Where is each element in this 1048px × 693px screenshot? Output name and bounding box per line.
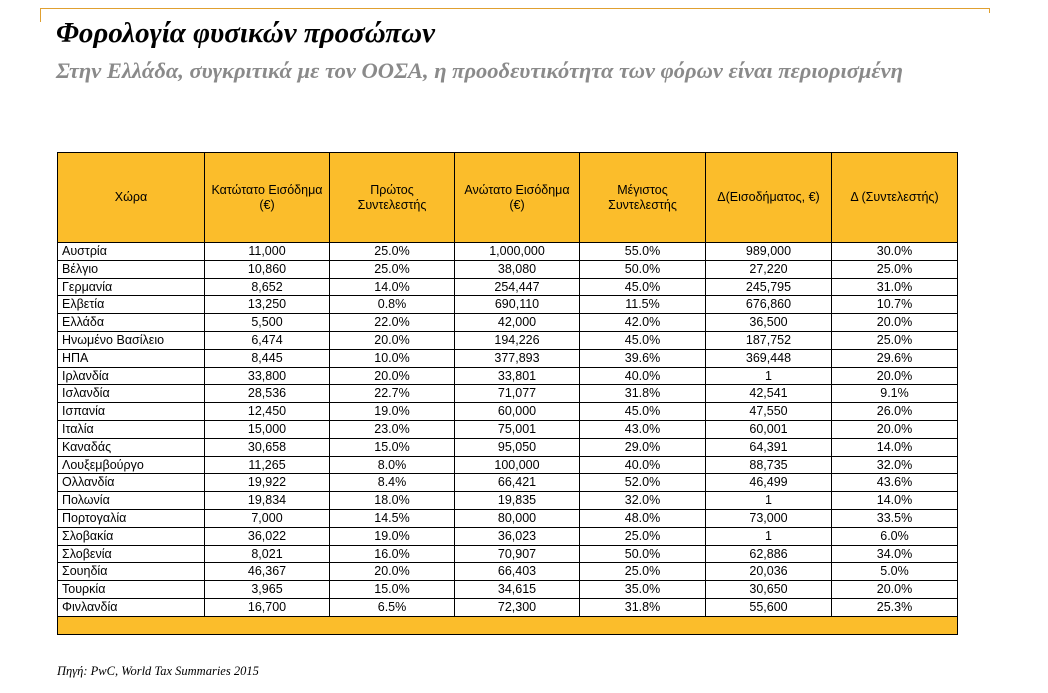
cell-max-income: 690,110 bbox=[455, 296, 580, 314]
cell-max-rate: 29.0% bbox=[580, 438, 706, 456]
cell-max-income: 1,000,000 bbox=[455, 243, 580, 261]
cell-min-income: 19,834 bbox=[205, 492, 330, 510]
cell-first-rate: 25.0% bbox=[330, 260, 455, 278]
table-row bbox=[58, 385, 958, 403]
table-row bbox=[58, 456, 958, 474]
cell-income-delta: 60,001 bbox=[706, 420, 832, 438]
cell-rate-delta: 30.0% bbox=[832, 243, 958, 261]
table-row bbox=[58, 278, 958, 296]
cell-min-income: 11,000 bbox=[205, 243, 330, 261]
cell-max-rate: 42.0% bbox=[580, 314, 706, 332]
cell-country: Ισλανδία bbox=[58, 385, 205, 403]
table-row bbox=[58, 296, 958, 314]
cell-country: ΗΠΑ bbox=[58, 349, 205, 367]
cell-income-delta: 88,735 bbox=[706, 456, 832, 474]
cell-income-delta: 1 bbox=[706, 492, 832, 510]
cell-rate-delta: 10.7% bbox=[832, 296, 958, 314]
cell-min-income: 36,022 bbox=[205, 527, 330, 545]
cell-max-income: 19,835 bbox=[455, 492, 580, 510]
cell-max-rate: 25.0% bbox=[580, 527, 706, 545]
cell-first-rate: 15.0% bbox=[330, 581, 455, 599]
table-row bbox=[58, 527, 958, 545]
cell-first-rate: 16.0% bbox=[330, 545, 455, 563]
cell-rate-delta: 9.1% bbox=[832, 385, 958, 403]
cell-rate-delta: 25.3% bbox=[832, 598, 958, 616]
cell-country: Ελλάδα bbox=[58, 314, 205, 332]
cell-rate-delta: 20.0% bbox=[832, 314, 958, 332]
cell-max-rate: 45.0% bbox=[580, 278, 706, 296]
cell-min-income: 10,860 bbox=[205, 260, 330, 278]
cell-rate-delta: 43.6% bbox=[832, 474, 958, 492]
cell-first-rate: 22.0% bbox=[330, 314, 455, 332]
page-frame-left-line bbox=[40, 8, 41, 22]
cell-income-delta: 73,000 bbox=[706, 509, 832, 527]
cell-max-rate: 50.0% bbox=[580, 545, 706, 563]
cell-country: Ιρλανδία bbox=[58, 367, 205, 385]
header-max-income: Ανώτατο Εισόδημα (€) bbox=[455, 153, 580, 243]
cell-country: Σλοβενία bbox=[58, 545, 205, 563]
cell-income-delta: 42,541 bbox=[706, 385, 832, 403]
cell-rate-delta: 25.0% bbox=[832, 260, 958, 278]
table-row bbox=[58, 563, 958, 581]
table-row bbox=[58, 509, 958, 527]
cell-income-delta: 676,860 bbox=[706, 296, 832, 314]
cell-rate-delta: 6.0% bbox=[832, 527, 958, 545]
cell-max-income: 34,615 bbox=[455, 581, 580, 599]
cell-min-income: 3,965 bbox=[205, 581, 330, 599]
cell-country: Τουρκία bbox=[58, 581, 205, 599]
cell-country: Ιταλία bbox=[58, 420, 205, 438]
table-row bbox=[58, 331, 958, 349]
cell-first-rate: 0.8% bbox=[330, 296, 455, 314]
table-row bbox=[58, 243, 958, 261]
cell-rate-delta: 34.0% bbox=[832, 545, 958, 563]
cell-income-delta: 1 bbox=[706, 367, 832, 385]
cell-min-income: 46,367 bbox=[205, 563, 330, 581]
tax-comparison-table bbox=[57, 152, 958, 635]
page-frame-right-line bbox=[989, 8, 990, 13]
cell-max-rate: 11.5% bbox=[580, 296, 706, 314]
cell-income-delta: 55,600 bbox=[706, 598, 832, 616]
cell-income-delta: 36,500 bbox=[706, 314, 832, 332]
cell-max-rate: 50.0% bbox=[580, 260, 706, 278]
page-title: Φορολογία φυσικών προσώπων bbox=[56, 17, 435, 49]
header-income-delta: Δ(Εισοδήματος, €) bbox=[706, 153, 832, 243]
cell-country: Σλοβακία bbox=[58, 527, 205, 545]
cell-income-delta: 369,448 bbox=[706, 349, 832, 367]
cell-min-income: 8,445 bbox=[205, 349, 330, 367]
table-header-row bbox=[58, 153, 958, 243]
cell-max-rate: 35.0% bbox=[580, 581, 706, 599]
cell-rate-delta: 31.0% bbox=[832, 278, 958, 296]
cell-country: Φινλανδία bbox=[58, 598, 205, 616]
cell-max-rate: 52.0% bbox=[580, 474, 706, 492]
cell-country: Ηνωμένο Βασίλειο bbox=[58, 331, 205, 349]
cell-first-rate: 19.0% bbox=[330, 403, 455, 421]
cell-country: Ολλανδία bbox=[58, 474, 205, 492]
cell-max-rate: 43.0% bbox=[580, 420, 706, 438]
cell-min-income: 5,500 bbox=[205, 314, 330, 332]
table-row bbox=[58, 349, 958, 367]
table-footer-row bbox=[58, 616, 958, 634]
cell-min-income: 33,800 bbox=[205, 367, 330, 385]
cell-max-income: 38,080 bbox=[455, 260, 580, 278]
cell-min-income: 8,652 bbox=[205, 278, 330, 296]
cell-min-income: 6,474 bbox=[205, 331, 330, 349]
cell-max-rate: 55.0% bbox=[580, 243, 706, 261]
cell-rate-delta: 29.6% bbox=[832, 349, 958, 367]
cell-first-rate: 20.0% bbox=[330, 367, 455, 385]
cell-country: Καναδάς bbox=[58, 438, 205, 456]
cell-first-rate: 15.0% bbox=[330, 438, 455, 456]
cell-first-rate: 14.0% bbox=[330, 278, 455, 296]
cell-income-delta: 47,550 bbox=[706, 403, 832, 421]
header-first-rate: Πρώτος Συντελεστής bbox=[330, 153, 455, 243]
cell-country: Λουξεμβούργο bbox=[58, 456, 205, 474]
cell-income-delta: 27,220 bbox=[706, 260, 832, 278]
cell-rate-delta: 33.5% bbox=[832, 509, 958, 527]
cell-max-income: 42,000 bbox=[455, 314, 580, 332]
cell-income-delta: 20,036 bbox=[706, 563, 832, 581]
source-note: Πηγή: PwC, World Tax Summaries 2015 bbox=[57, 664, 259, 678]
cell-max-income: 194,226 bbox=[455, 331, 580, 349]
cell-first-rate: 8.0% bbox=[330, 456, 455, 474]
cell-first-rate: 8.4% bbox=[330, 474, 455, 492]
header-max-rate: Μέγιστος Συντελεστής bbox=[580, 153, 706, 243]
table-body bbox=[58, 243, 958, 617]
cell-first-rate: 14.5% bbox=[330, 509, 455, 527]
cell-income-delta: 1 bbox=[706, 527, 832, 545]
cell-max-rate: 39.6% bbox=[580, 349, 706, 367]
header-rate-delta: Δ (Συντελεστής) bbox=[832, 153, 958, 243]
cell-country: Ισπανία bbox=[58, 403, 205, 421]
cell-income-delta: 46,499 bbox=[706, 474, 832, 492]
cell-first-rate: 20.0% bbox=[330, 331, 455, 349]
table-row bbox=[58, 581, 958, 599]
cell-max-rate: 32.0% bbox=[580, 492, 706, 510]
cell-rate-delta: 20.0% bbox=[832, 581, 958, 599]
cell-max-rate: 31.8% bbox=[580, 598, 706, 616]
cell-country: Ελβετία bbox=[58, 296, 205, 314]
cell-country: Γερμανία bbox=[58, 278, 205, 296]
table-row bbox=[58, 545, 958, 563]
cell-first-rate: 18.0% bbox=[330, 492, 455, 510]
table-row bbox=[58, 260, 958, 278]
table-row bbox=[58, 438, 958, 456]
cell-max-income: 80,000 bbox=[455, 509, 580, 527]
cell-max-rate: 40.0% bbox=[580, 456, 706, 474]
table-footer bbox=[58, 616, 958, 634]
cell-first-rate: 20.0% bbox=[330, 563, 455, 581]
cell-min-income: 19,922 bbox=[205, 474, 330, 492]
cell-min-income: 8,021 bbox=[205, 545, 330, 563]
table-row bbox=[58, 474, 958, 492]
page-frame-top-line bbox=[40, 8, 990, 9]
cell-country: Αυστρία bbox=[58, 243, 205, 261]
cell-max-rate: 40.0% bbox=[580, 367, 706, 385]
cell-first-rate: 22.7% bbox=[330, 385, 455, 403]
header-min-income: Κατώτατο Εισόδημα (€) bbox=[205, 153, 330, 243]
cell-rate-delta: 20.0% bbox=[832, 367, 958, 385]
table-header bbox=[58, 153, 958, 243]
cell-rate-delta: 14.0% bbox=[832, 492, 958, 510]
cell-min-income: 30,658 bbox=[205, 438, 330, 456]
cell-rate-delta: 25.0% bbox=[832, 331, 958, 349]
cell-max-income: 377,893 bbox=[455, 349, 580, 367]
cell-income-delta: 30,650 bbox=[706, 581, 832, 599]
page-subtitle: Στην Ελλάδα, συγκριτικά με τον ΟΟΣΑ, η προοδευτικότητα των φόρων είναι περιορισμένη bbox=[56, 58, 903, 83]
cell-country: Πορτογαλία bbox=[58, 509, 205, 527]
cell-max-rate: 48.0% bbox=[580, 509, 706, 527]
cell-income-delta: 989,000 bbox=[706, 243, 832, 261]
cell-first-rate: 19.0% bbox=[330, 527, 455, 545]
table-row bbox=[58, 403, 958, 421]
cell-first-rate: 23.0% bbox=[330, 420, 455, 438]
cell-max-income: 66,403 bbox=[455, 563, 580, 581]
cell-country: Πολωνία bbox=[58, 492, 205, 510]
cell-rate-delta: 14.0% bbox=[832, 438, 958, 456]
header-country: Χώρα bbox=[58, 153, 205, 243]
cell-max-income: 72,300 bbox=[455, 598, 580, 616]
cell-max-income: 100,000 bbox=[455, 456, 580, 474]
table-row bbox=[58, 367, 958, 385]
cell-income-delta: 62,886 bbox=[706, 545, 832, 563]
cell-income-delta: 187,752 bbox=[706, 331, 832, 349]
cell-max-income: 75,001 bbox=[455, 420, 580, 438]
cell-max-rate: 45.0% bbox=[580, 403, 706, 421]
cell-min-income: 12,450 bbox=[205, 403, 330, 421]
cell-min-income: 7,000 bbox=[205, 509, 330, 527]
cell-rate-delta: 20.0% bbox=[832, 420, 958, 438]
cell-min-income: 16,700 bbox=[205, 598, 330, 616]
cell-min-income: 13,250 bbox=[205, 296, 330, 314]
cell-max-income: 71,077 bbox=[455, 385, 580, 403]
cell-first-rate: 10.0% bbox=[330, 349, 455, 367]
cell-country: Βέλγιο bbox=[58, 260, 205, 278]
cell-max-income: 33,801 bbox=[455, 367, 580, 385]
cell-max-rate: 45.0% bbox=[580, 331, 706, 349]
table-row bbox=[58, 598, 958, 616]
table-footer-band bbox=[58, 616, 958, 634]
cell-max-income: 60,000 bbox=[455, 403, 580, 421]
cell-max-income: 70,907 bbox=[455, 545, 580, 563]
table-row bbox=[58, 314, 958, 332]
cell-income-delta: 245,795 bbox=[706, 278, 832, 296]
table-row bbox=[58, 420, 958, 438]
cell-country: Σουηδία bbox=[58, 563, 205, 581]
cell-max-rate: 25.0% bbox=[580, 563, 706, 581]
cell-min-income: 15,000 bbox=[205, 420, 330, 438]
cell-rate-delta: 32.0% bbox=[832, 456, 958, 474]
cell-max-rate: 31.8% bbox=[580, 385, 706, 403]
cell-max-income: 254,447 bbox=[455, 278, 580, 296]
cell-max-income: 66,421 bbox=[455, 474, 580, 492]
cell-first-rate: 25.0% bbox=[330, 243, 455, 261]
cell-income-delta: 64,391 bbox=[706, 438, 832, 456]
cell-max-income: 36,023 bbox=[455, 527, 580, 545]
cell-max-income: 95,050 bbox=[455, 438, 580, 456]
cell-min-income: 11,265 bbox=[205, 456, 330, 474]
cell-min-income: 28,536 bbox=[205, 385, 330, 403]
table-row bbox=[58, 492, 958, 510]
cell-rate-delta: 5.0% bbox=[832, 563, 958, 581]
cell-first-rate: 6.5% bbox=[330, 598, 455, 616]
cell-rate-delta: 26.0% bbox=[832, 403, 958, 421]
